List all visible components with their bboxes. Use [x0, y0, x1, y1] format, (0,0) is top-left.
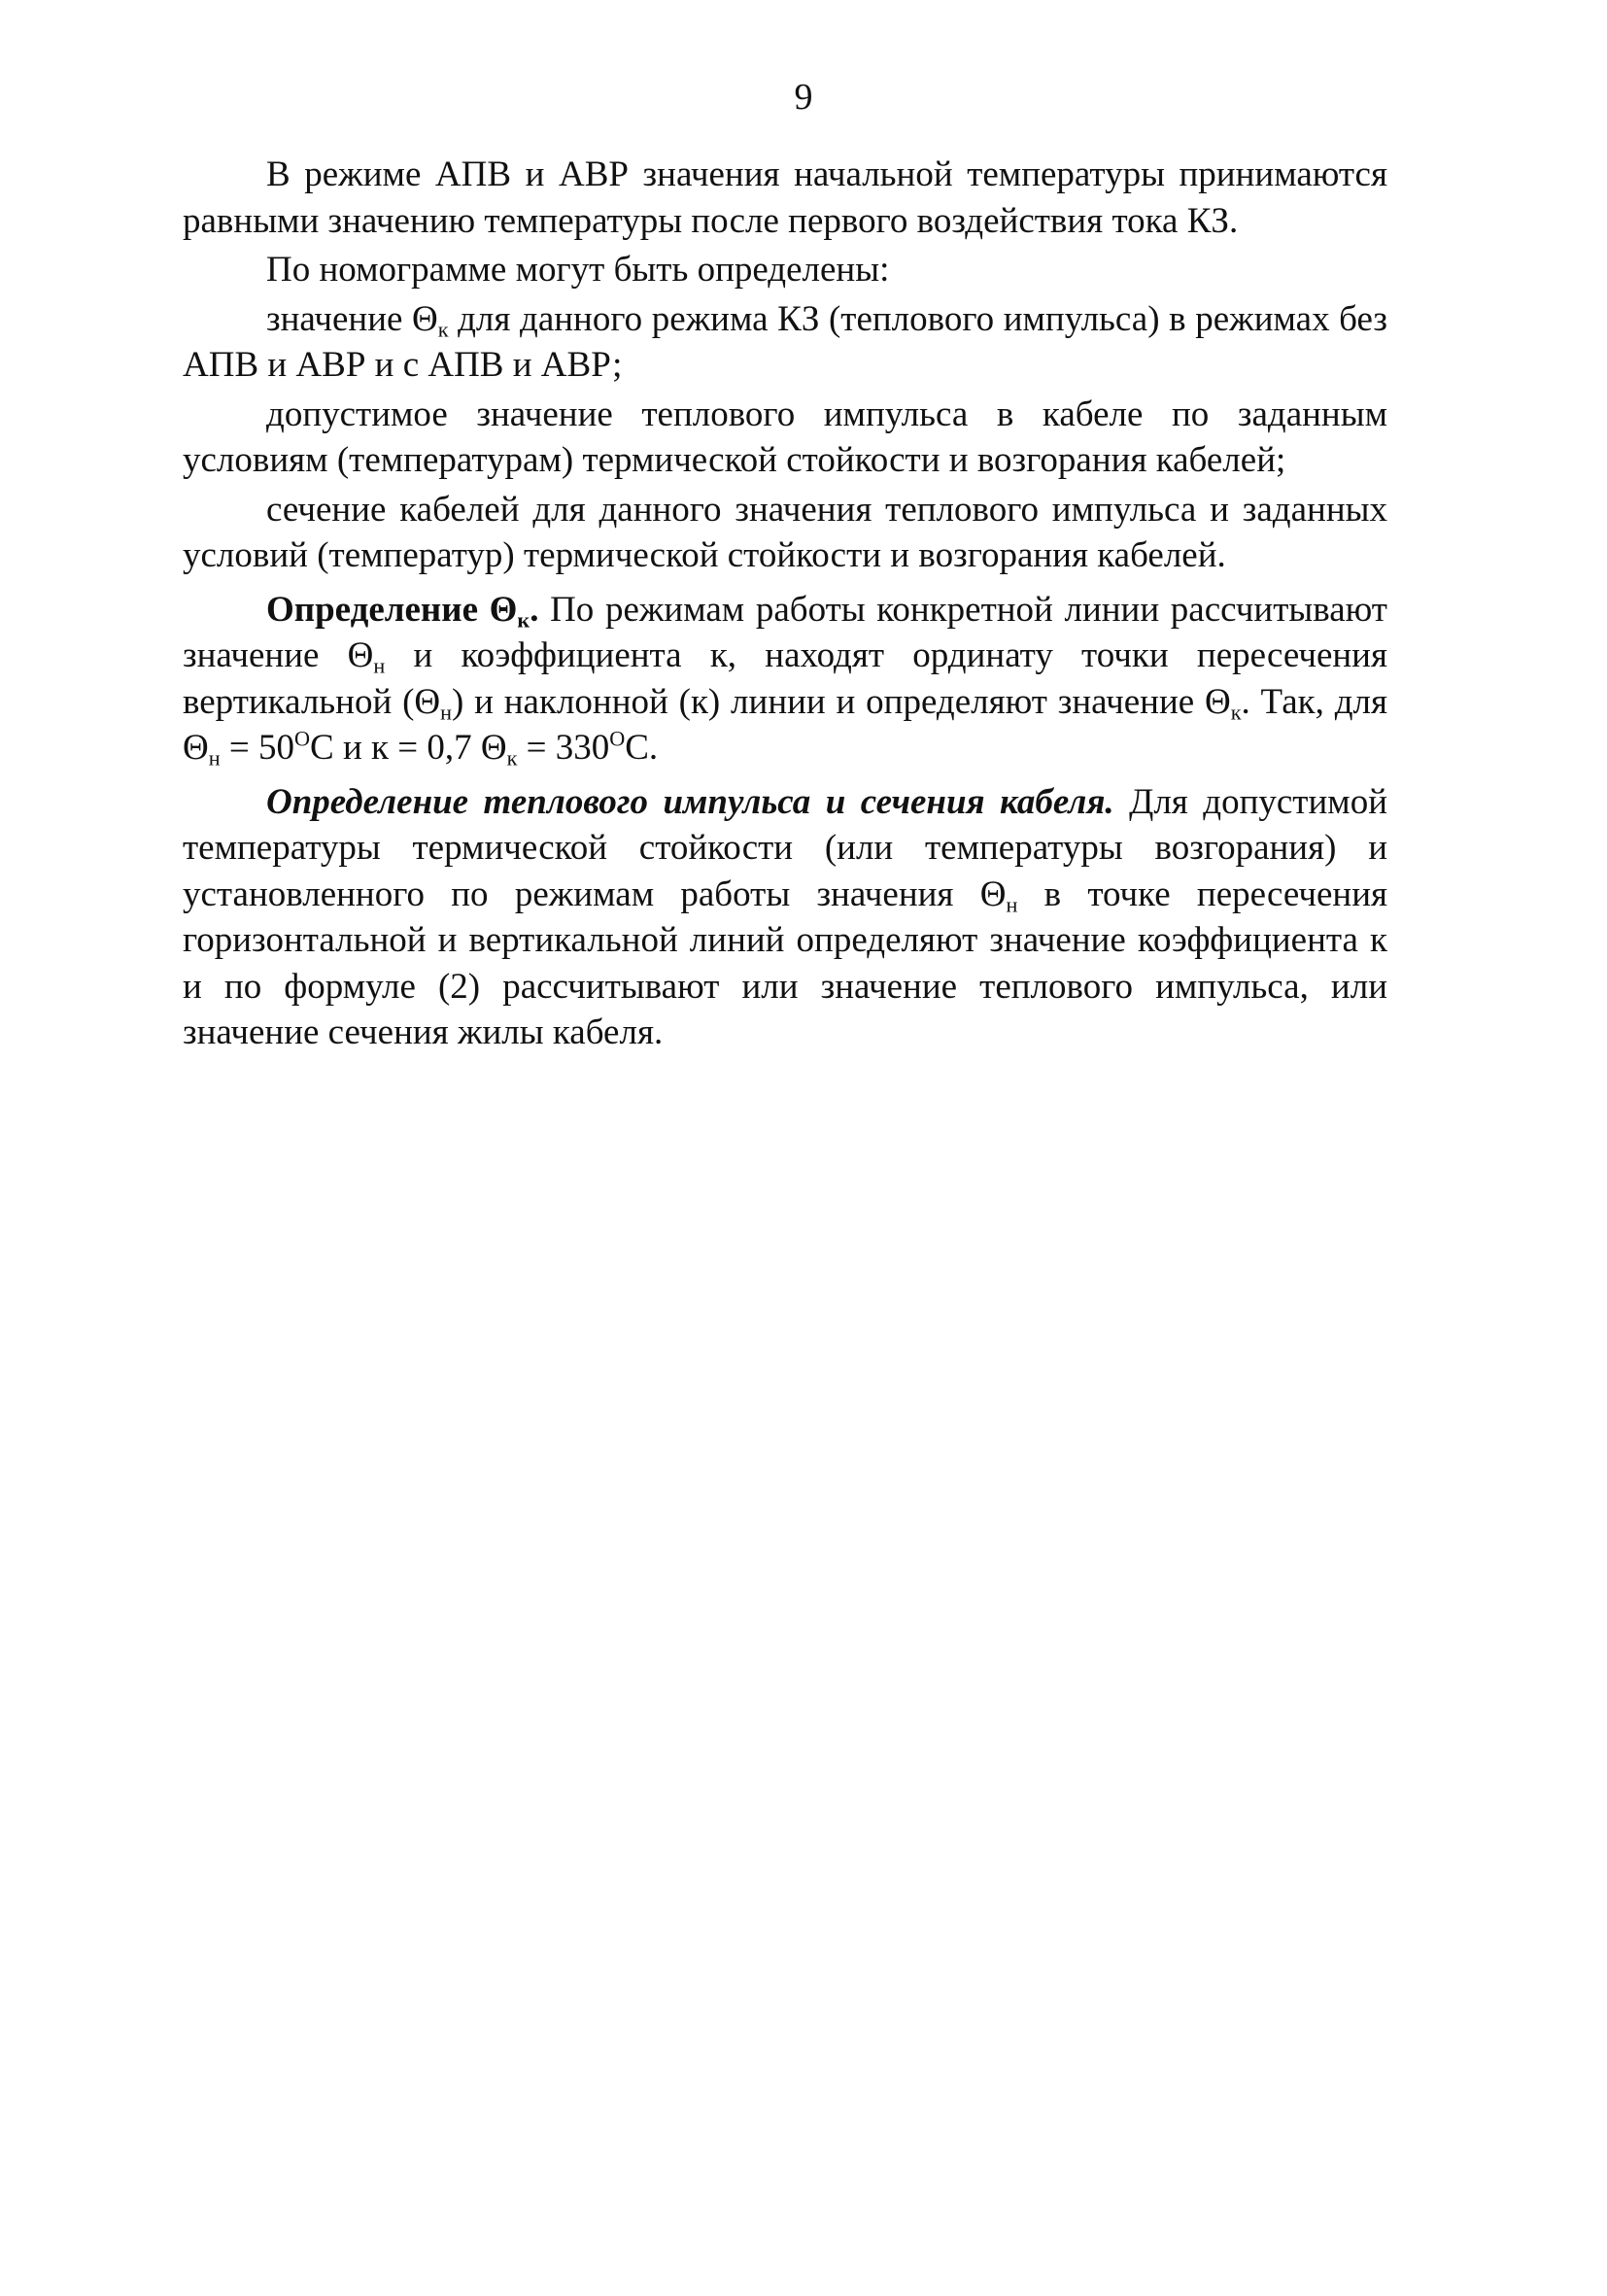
text-run: для данного режима КЗ (теплового импульса) в режимах без АПВ и АВР и с АПВ и АВР;: [183, 298, 1387, 385]
subscript: к: [517, 607, 530, 633]
subscript: н: [373, 653, 386, 678]
paragraph-definition-impulse-section: [183, 779, 1387, 1056]
text-run: Для допустимой температуры термической стойкости (или температуры возгорания) и установленного по режимам работы значения Θ: [183, 781, 1387, 914]
subscript: к: [506, 745, 518, 771]
text-run: По режимам работы конкретной линии рассчитывают значение Θ: [183, 589, 1387, 675]
list-item-cable-section: сечение кабелей для данного значения теплового импульса и заданных условий (температур) термической стойкости и возгорания кабелей.: [183, 489, 1387, 575]
subscript: н: [440, 700, 452, 725]
paragraph-apv-avr: В режиме АПВ и АВР значения начальной температуры принимаются равными значению температуры после первого воздействия тока КЗ.: [183, 154, 1387, 241]
paragraph-definition-theta-k: [183, 587, 1387, 771]
degree-sign: O: [609, 726, 626, 751]
degree-sign: O: [293, 726, 311, 751]
text-run: = 50: [220, 728, 294, 768]
lead-heading: Определение теплового импульса и сечения кабеля.: [266, 781, 1114, 822]
text-run: ) и наклонной (к) линии и определяют значение Θ: [452, 681, 1231, 722]
text-run: .: [530, 589, 539, 630]
text-run: значение Θ: [266, 298, 438, 339]
body-text: [183, 152, 1387, 1064]
subscript: н: [208, 745, 221, 771]
text-run: = 330: [517, 728, 610, 768]
paragraph-nomogram-intro: По номограмме могут быть определены:: [266, 250, 890, 290]
subscript: к: [437, 317, 449, 342]
subscript: н: [1006, 892, 1018, 917]
text-run: . Так, для Θ: [183, 681, 1387, 768]
text-run: С и к = 0,7 Θ: [310, 728, 507, 768]
subscript: к: [1230, 700, 1242, 725]
page-number: 9: [794, 77, 813, 118]
text-run: С.: [625, 728, 659, 768]
lead-heading: [266, 589, 539, 633]
text-run: в точке пересечения горизонтальной и вертикальной линий определяют значение коэффициента к и по формуле (2) рассчитывают или значение теплового импульса, или значение сечения жилы кабеля.: [183, 874, 1388, 1052]
text-run: и коэффициента к, находят ординату точки пересечения вертикальной (Θ: [183, 635, 1387, 722]
text-run: Определение Θ: [266, 589, 518, 630]
list-item-thermal-impulse: допустимое значение теплового импульса в кабеле по заданным условиям (температурам) термической стойкости и возгорания кабелей;: [183, 394, 1387, 480]
list-item-theta-k: [183, 296, 1387, 389]
